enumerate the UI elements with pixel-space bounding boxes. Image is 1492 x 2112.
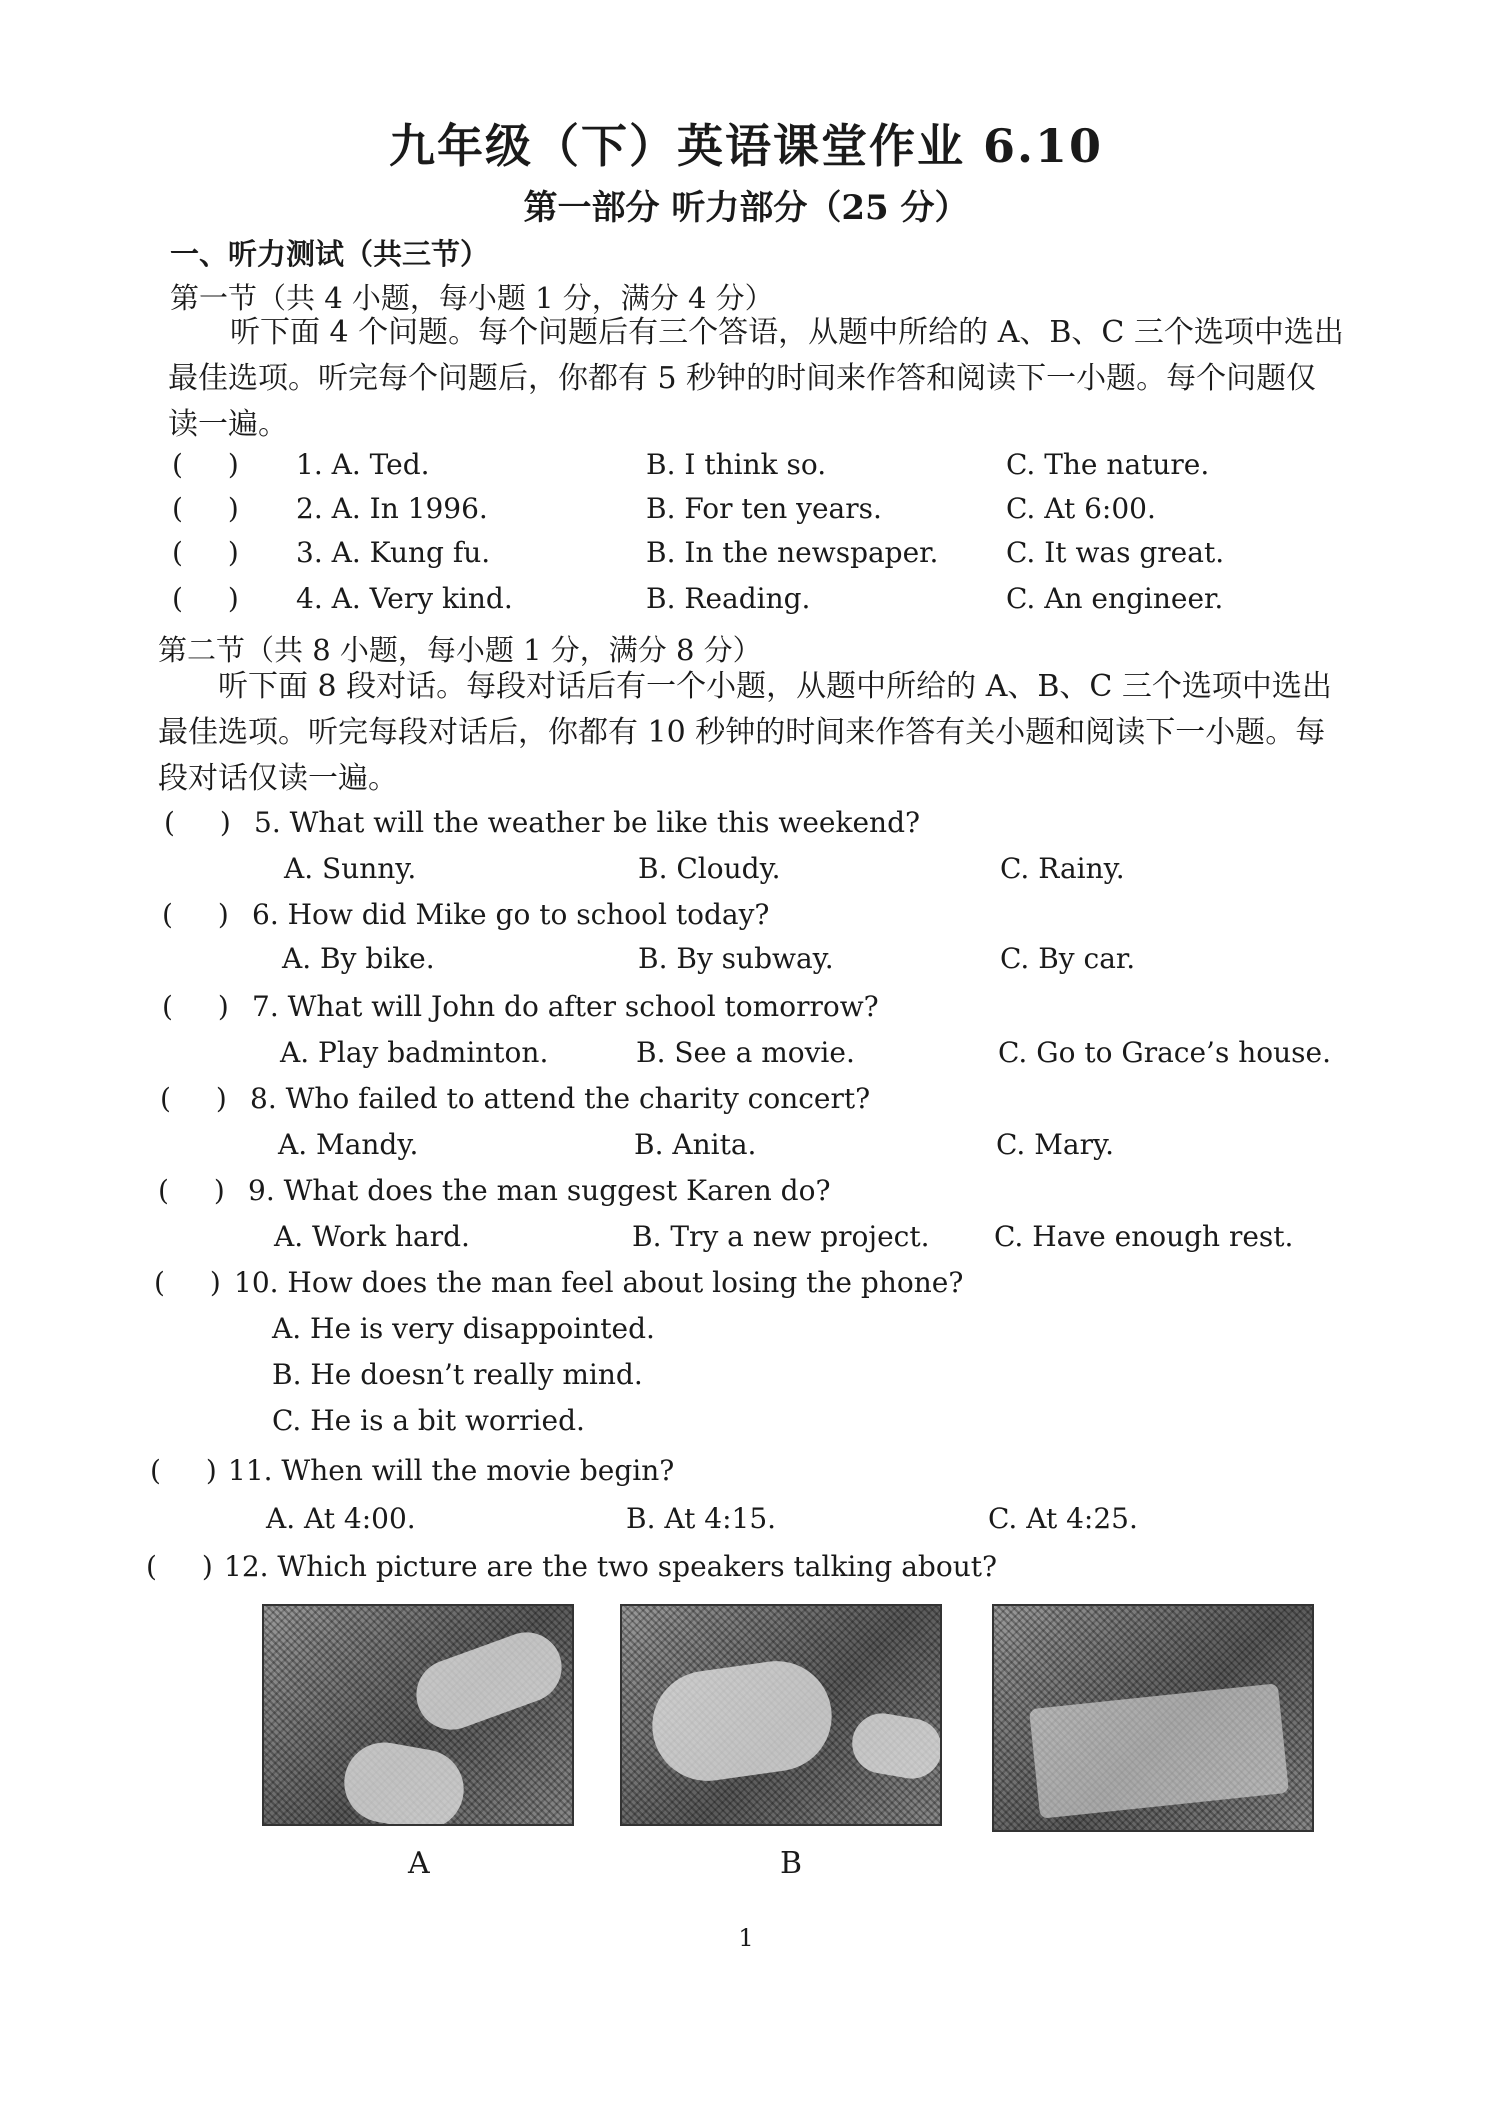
question-stem: 10. How does the man feel about losing the phone?: [234, 1266, 964, 1299]
sub2-instruction-line-2: 最佳选项。听完每段对话后，你都有 10 秒钟的时间来作答有关小题和阅读下一小题。每: [158, 715, 1326, 750]
option-a: A. He is very disappointed.: [272, 1312, 655, 1345]
answer-blank[interactable]: ( ): [162, 990, 247, 1023]
question-5: [0, 806, 1492, 850]
option-a: 1. A. Ted.: [296, 448, 430, 481]
option-a: 3. A. Kung fu.: [296, 536, 491, 569]
answer-blank[interactable]: ( ): [160, 1082, 245, 1115]
question-2: [0, 492, 1492, 536]
question-10-option-c: [0, 1404, 1492, 1448]
option-c: C. He is a bit worried.: [272, 1404, 585, 1437]
option-c: C. The nature.: [1006, 448, 1210, 481]
answer-blank[interactable]: ( ): [172, 448, 257, 481]
question-11-options: [0, 1502, 1492, 1546]
answer-blank[interactable]: ( ): [172, 492, 257, 525]
option-c: C. Rainy.: [1000, 852, 1125, 885]
option-b: B. At 4:15.: [626, 1502, 777, 1535]
sub2-instruction-line-1: 听下面 8 段对话。每段对话后有一个小题，从题中所给的 A、B、C 三个选项中选出: [218, 669, 1332, 704]
question-stem: 8. Who failed to attend the charity concert?: [250, 1082, 871, 1115]
option-b: B. In the newspaper.: [646, 536, 939, 569]
option-b: B. Cloudy.: [638, 852, 781, 885]
sub2-instruction-line-3: 段对话仅读一遍。: [158, 761, 398, 796]
page-title: 九年级（下）英语课堂作业 6.10: [388, 119, 1104, 173]
part-heading: 第一部分 听力部分（25 分）: [523, 188, 969, 228]
option-c: C. It was great.: [1006, 536, 1225, 569]
option-a: A. At 4:00.: [266, 1502, 416, 1535]
option-c: C. Have enough rest.: [994, 1220, 1294, 1253]
sub1-instruction-line-3: 读一遍。: [168, 407, 288, 442]
sub1-instruction-line-1: 听下面 4 个问题。每个问题后有三个答语，从题中所给的 A、B、C 三个选项中选出: [230, 315, 1344, 350]
page-number: 1: [738, 1924, 754, 1952]
question-11: [0, 1454, 1492, 1498]
question-stem: 9. What does the man suggest Karen do?: [248, 1174, 831, 1207]
option-c: C. At 6:00.: [1006, 492, 1156, 525]
option-b: B. Anita.: [634, 1128, 757, 1161]
option-c: C. An engineer.: [1006, 582, 1224, 615]
question-7: [0, 990, 1492, 1034]
option-b: B. For ten years.: [646, 492, 882, 525]
question-4: [0, 582, 1492, 626]
picture-a-label: A: [408, 1846, 430, 1881]
question-6: [0, 898, 1492, 942]
question-8-options: [0, 1128, 1492, 1172]
question-1: [0, 448, 1492, 492]
answer-blank[interactable]: ( ): [158, 1174, 243, 1207]
option-b: B. By subway.: [638, 942, 834, 975]
option-a: A. By bike.: [282, 942, 435, 975]
option-c: C. Go to Grace’s house.: [998, 1036, 1331, 1069]
option-c: C. At 4:25.: [988, 1502, 1138, 1535]
question-8: [0, 1082, 1492, 1126]
question-9: [0, 1174, 1492, 1218]
picture-c: [992, 1604, 1314, 1832]
picture-a: [262, 1604, 574, 1826]
picture-b-label: B: [780, 1846, 803, 1881]
answer-blank[interactable]: ( ): [172, 536, 257, 569]
answer-blank[interactable]: ( ): [172, 582, 257, 615]
option-c: C. Mary.: [996, 1128, 1114, 1161]
option-a: A. Work hard.: [274, 1220, 470, 1253]
section-heading: 一、听力测试（共三节）: [170, 237, 490, 271]
question-10-option-a: [0, 1312, 1492, 1356]
subsection-1-heading: 第一节（共 4 小题，每小题 1 分，满分 4 分）: [170, 281, 774, 315]
answer-blank[interactable]: ( ): [154, 1266, 239, 1299]
question-12: [0, 1550, 1492, 1594]
question-3: [0, 536, 1492, 580]
option-a: A. Mandy.: [278, 1128, 419, 1161]
question-10: [0, 1266, 1492, 1310]
sub1-instruction-line-2: 最佳选项。听完每个问题后，你都有 5 秒钟的时间来作答和阅读下一小题。每个问题仅: [168, 361, 1317, 396]
question-9-options: [0, 1220, 1492, 1264]
question-stem: 5. What will the weather be like this weekend?: [254, 806, 920, 839]
answer-blank[interactable]: ( ): [150, 1454, 235, 1487]
option-b: B. Reading.: [646, 582, 811, 615]
answer-blank[interactable]: ( ): [164, 806, 249, 839]
option-b: B. I think so.: [646, 448, 827, 481]
question-stem: 6. How did Mike go to school today?: [252, 898, 770, 931]
option-b: B. See a movie.: [636, 1036, 855, 1069]
question-6-options: [0, 942, 1492, 986]
picture-b: [620, 1604, 942, 1826]
option-a: 2. A. In 1996.: [296, 492, 488, 525]
question-stem: 11. When will the movie begin?: [228, 1454, 675, 1487]
answer-blank[interactable]: ( ): [162, 898, 247, 931]
option-a: 4. A. Very kind.: [296, 582, 513, 615]
question-5-options: [0, 852, 1492, 896]
question-stem: 12. Which picture are the two speakers talking about?: [224, 1550, 997, 1583]
option-b: B. He doesn’t really mind.: [272, 1358, 643, 1391]
option-b: B. Try a new project.: [632, 1220, 930, 1253]
option-c: C. By car.: [1000, 942, 1136, 975]
subsection-2-heading: 第二节（共 8 小题，每小题 1 分，满分 8 分）: [158, 633, 762, 667]
question-10-option-b: [0, 1358, 1492, 1402]
answer-blank[interactable]: ( ): [146, 1550, 231, 1583]
question-7-options: [0, 1036, 1492, 1080]
option-a: A. Play badminton.: [280, 1036, 549, 1069]
question-stem: 7. What will John do after school tomorrow?: [252, 990, 879, 1023]
option-a: A. Sunny.: [284, 852, 417, 885]
